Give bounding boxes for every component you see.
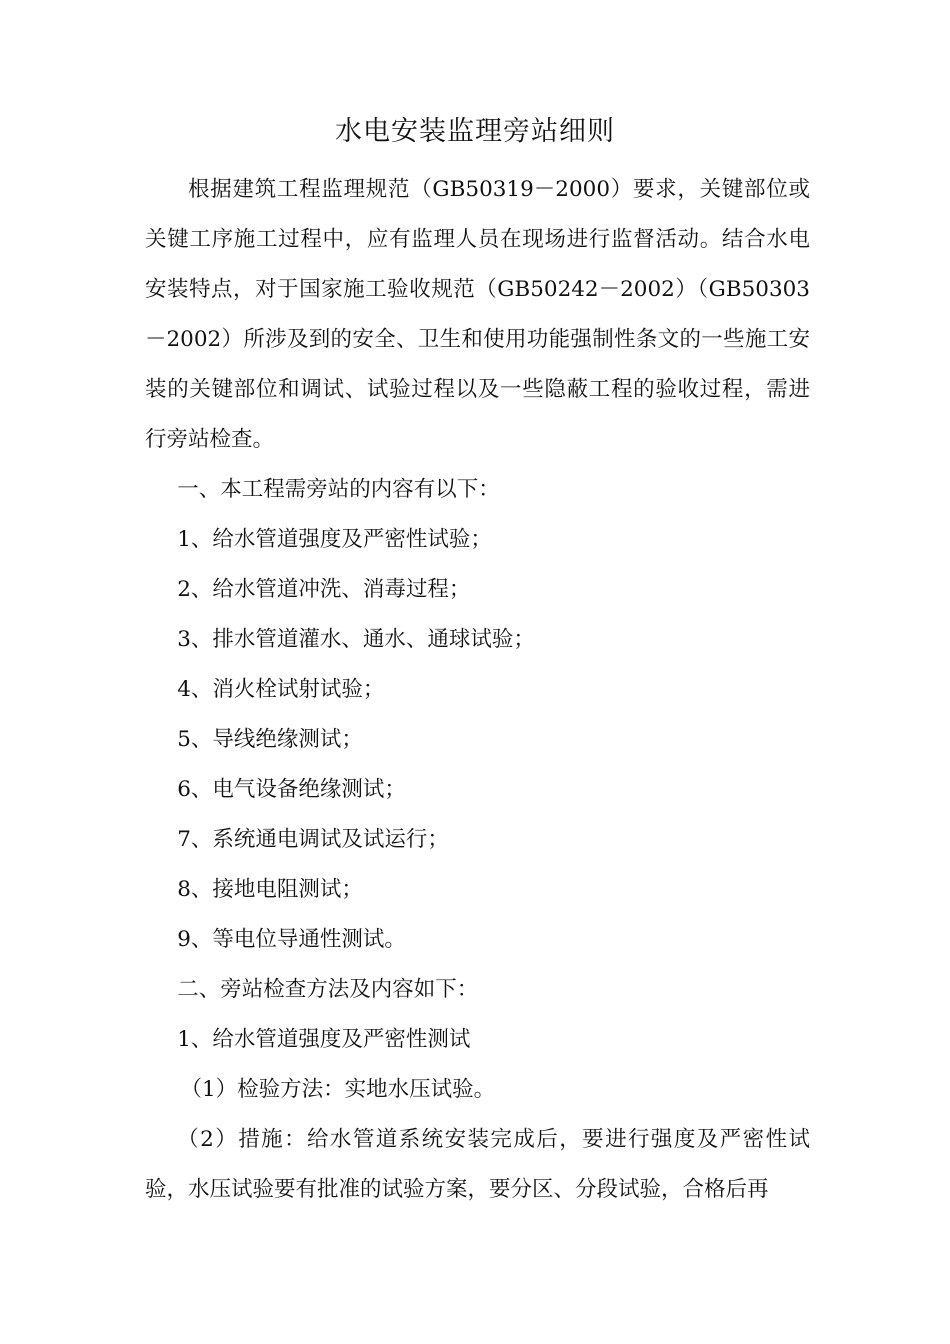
section2-heading: 二、旁站检查方法及内容如下： — [177, 977, 479, 1002]
list-item-4: 4、消火栓试射试验； — [177, 677, 385, 702]
document-title: 水电安装监理旁站细则 — [335, 116, 615, 147]
measures-paragraph: （2）措施：给水管道系统安装完成后，要进行强度及严密性试验，水压试验要有批准的试验方案，要分区、分段试验，合格后再 — [145, 1127, 810, 1202]
inspection-method: （1）检验方法：实地水压试验。 — [180, 1077, 496, 1102]
list-item-5: 5、导线绝缘测试； — [177, 727, 363, 752]
list-item-7: 7、系统通电调试及试运行； — [177, 827, 449, 852]
list-item-6: 6、电气设备绝缘测试； — [177, 777, 406, 802]
subsection1-heading: 1、给水管道强度及严密性测试 — [177, 1027, 471, 1052]
intro-paragraph: 根据建筑工程监理规范（GB50319－2000）要求，关键部位或关键工序施工过程中，应有监理人员在现场进行监督活动。结合水电安装特点，对于国家施工验收规范（GB50242－2002）（GB50303－2002）所涉及到的安全、卫生和使用功能强制性条文的一些施工安装的关键部位和调试、试验过程以及一些隐蔽工程的验收过程，需进行旁站检查。 — [145, 177, 810, 452]
list-item-9: 9、等电位导通性测试。 — [177, 927, 406, 952]
document-body — [145, 165, 810, 1215]
section1-heading: 一、本工程需旁站的内容有以下： — [177, 477, 500, 502]
list-item-2: 2、给水管道冲洗、消毒过程； — [177, 577, 471, 602]
list-item-8: 8、接地电阻测试； — [177, 877, 363, 902]
list-item-3: 3、排水管道灌水、通水、通球试验； — [177, 627, 535, 652]
list-item-1: 1、给水管道强度及严密性试验； — [177, 527, 492, 552]
